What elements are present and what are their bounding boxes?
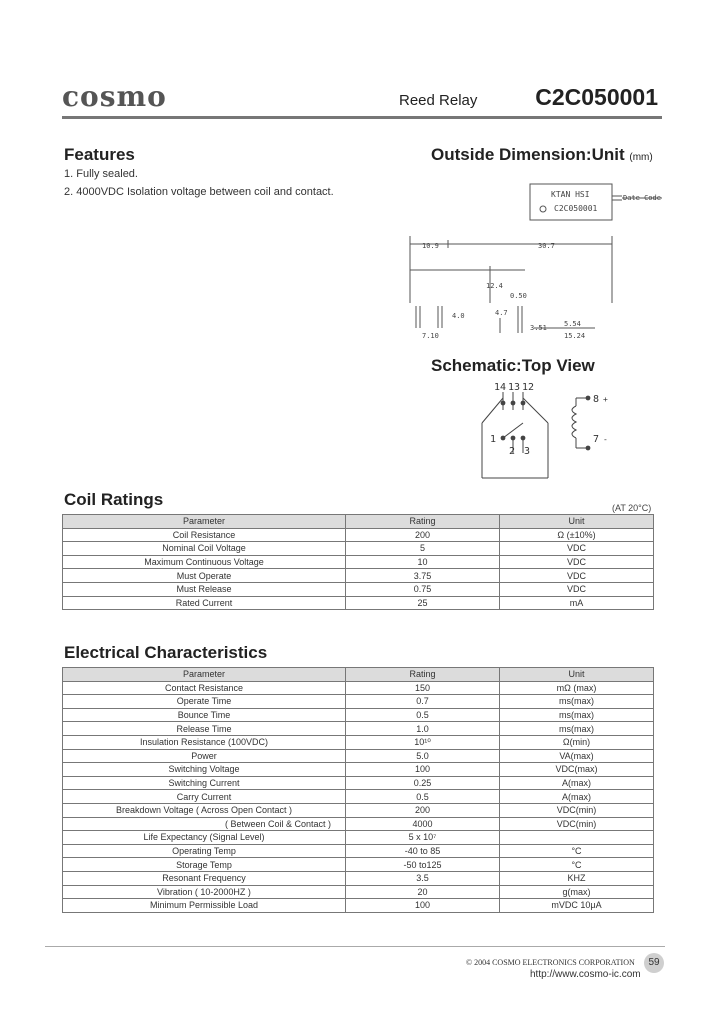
table-row (63, 790, 654, 804)
unit-cell: mA (500, 596, 654, 610)
unit-cell: °C (500, 858, 654, 872)
unit-cell: Ω (±10%) (500, 528, 654, 542)
table-row (63, 763, 654, 777)
feature-item: 1. Fully sealed. (64, 168, 138, 180)
coil-ratings-condition: (AT 20°C) (612, 503, 652, 513)
rating-cell: 200 (346, 803, 500, 817)
parameter-cell: ( Between Coil & Contact ) (63, 817, 346, 831)
parameter-cell: Contact Resistance (63, 681, 346, 695)
schematic-drawing (468, 378, 618, 488)
outside-dimension-drawing (400, 178, 670, 348)
rating-cell: 10¹⁰ (346, 735, 500, 749)
column-header: Unit (500, 668, 654, 682)
rating-cell: 4000 (346, 817, 500, 831)
table-row (63, 885, 654, 899)
column-header: Rating (346, 515, 500, 529)
table-row (63, 831, 654, 845)
table-row (63, 749, 654, 763)
footer-divider (45, 946, 665, 947)
feature-item: 2. 4000VDC Isolation voltage between coil and contact. (64, 186, 334, 198)
parameter-cell: Switching Current (63, 776, 346, 790)
parameter-cell: Operating Temp (63, 844, 346, 858)
pin-label: 2 (509, 446, 516, 457)
table-row (63, 528, 654, 542)
parameter-cell: Coil Resistance (63, 528, 346, 542)
parameter-cell: Switching Voltage (63, 763, 346, 777)
electrical-table (62, 667, 654, 913)
page-header (62, 78, 662, 118)
dim-label: 15.24 (564, 332, 586, 340)
unit-cell: VDC (500, 555, 654, 569)
parameter-cell: Nominal Coil Voltage (63, 542, 346, 556)
cosmo-logo: cosmo (62, 80, 167, 113)
rating-cell: 100 (346, 763, 500, 777)
rating-cell: 0.5 (346, 708, 500, 722)
table-row (63, 569, 654, 583)
unit-cell: ms(max) (500, 708, 654, 722)
parameter-cell: Minimum Permissible Load (63, 899, 346, 913)
column-header: Rating (346, 668, 500, 682)
parameter-cell: Maximum Continuous Voltage (63, 555, 346, 569)
rating-cell: 100 (346, 899, 500, 913)
table-row (63, 817, 654, 831)
parameter-cell: Vibration ( 10-2000HZ ) (63, 885, 346, 899)
unit-cell (500, 831, 654, 845)
parameter-cell: Breakdown Voltage ( Across Open Contact ) (63, 803, 346, 817)
dim-label: 5.54 (564, 320, 581, 328)
unit-cell: A(max) (500, 790, 654, 804)
outside-dimension-title-text: Outside Dimension:Unit (431, 145, 625, 164)
table-row (63, 803, 654, 817)
pin-label: 1 (490, 434, 497, 445)
header-divider (62, 116, 662, 119)
marking-line-2: C2C050001 (554, 204, 598, 213)
parameter-cell: Carry Current (63, 790, 346, 804)
table-row (63, 871, 654, 885)
table-row (63, 844, 654, 858)
table-row (63, 582, 654, 596)
pin-label: 8 (593, 394, 600, 405)
unit-cell: VDC (500, 542, 654, 556)
page-number: 59 (644, 953, 664, 973)
parameter-cell: Storage Temp (63, 858, 346, 872)
dim-label: 12.4 (486, 282, 503, 290)
electrical-title: Electrical Characteristics (64, 643, 268, 662)
parameter-cell: Must Release (63, 582, 346, 596)
rating-cell: 25 (346, 596, 500, 610)
unit-cell: mVDC 10μA (500, 899, 654, 913)
table-row (63, 542, 654, 556)
rating-cell: 200 (346, 528, 500, 542)
rating-cell: 0.5 (346, 790, 500, 804)
unit-cell: VDC(min) (500, 817, 654, 831)
rating-cell: -40 to 85 (346, 844, 500, 858)
outside-dimension-title (431, 145, 653, 165)
rating-cell: 3.5 (346, 871, 500, 885)
unit-cell: ms(max) (500, 722, 654, 736)
part-number: C2C050001 (535, 84, 658, 110)
unit-cell: VA(max) (500, 749, 654, 763)
parameter-cell: Bounce Time (63, 708, 346, 722)
pin-label: 14 (494, 382, 507, 393)
parameter-cell: Operate Time (63, 695, 346, 709)
unit-cell: VDC(min) (500, 803, 654, 817)
pin-label: 3 (524, 446, 531, 457)
table-row (63, 899, 654, 913)
parameter-cell: Must Operate (63, 569, 346, 583)
unit-label: (mm) (629, 152, 653, 163)
dim-label: 4.7 (495, 309, 508, 317)
copyright: © 2004 COSMO ELECTRONICS CORPORATION (466, 958, 635, 967)
polarity-label: - (603, 435, 608, 444)
rating-cell: 5.0 (346, 749, 500, 763)
table-header-row (63, 668, 654, 682)
table-row (63, 722, 654, 736)
table-row (63, 681, 654, 695)
rating-cell: 0.75 (346, 582, 500, 596)
table-row (63, 695, 654, 709)
rating-cell: 5 (346, 542, 500, 556)
table-row (63, 858, 654, 872)
coil-ratings-table (62, 514, 654, 610)
unit-cell: VDC (500, 569, 654, 583)
parameter-cell: Release Time (63, 722, 346, 736)
rating-cell: 5 x 10⁷ (346, 831, 500, 845)
parameter-cell: Insulation Resistance (100VDC) (63, 735, 346, 749)
unit-cell: VDC (500, 582, 654, 596)
product-type: Reed Relay (399, 92, 478, 109)
table-row (63, 735, 654, 749)
schematic-title: Schematic:Top View (431, 356, 595, 375)
unit-cell: KHZ (500, 871, 654, 885)
marking-line-1: KTAN HSI (551, 190, 590, 199)
parameter-cell: Resonant Frequency (63, 871, 346, 885)
unit-cell: A(max) (500, 776, 654, 790)
table-row (63, 708, 654, 722)
table-row (63, 776, 654, 790)
rating-cell: 0.7 (346, 695, 500, 709)
unit-cell: °C (500, 844, 654, 858)
dim-label: 30.7 (538, 242, 555, 250)
table-row (63, 596, 654, 610)
dim-label: 0.50 (510, 292, 527, 300)
pin-label: 12 (522, 382, 535, 393)
rating-cell: 150 (346, 681, 500, 695)
rating-cell: 10 (346, 555, 500, 569)
unit-cell: VDC(max) (500, 763, 654, 777)
dim-label: 7.10 (422, 332, 439, 340)
table-header-row (63, 515, 654, 529)
rating-cell: 3.75 (346, 569, 500, 583)
dim-label: 10.9 (422, 242, 439, 250)
pin-label: 7 (593, 434, 600, 445)
dim-label: 4.0 (452, 312, 465, 320)
unit-cell: Ω(min) (500, 735, 654, 749)
website-link[interactable]: http://www.cosmo-ic.com (530, 969, 641, 980)
dim-label: 3.51 (530, 324, 547, 332)
parameter-cell: Life Expectancy (Signal Level) (63, 831, 346, 845)
date-code-label: Date Code (623, 194, 661, 202)
rating-cell: -50 to125 (346, 858, 500, 872)
unit-cell: g(max) (500, 885, 654, 899)
table-row (63, 555, 654, 569)
rating-cell: 0.25 (346, 776, 500, 790)
column-header: Parameter (63, 668, 346, 682)
rating-cell: 20 (346, 885, 500, 899)
coil-ratings-title: Coil Ratings (64, 490, 164, 509)
unit-cell: mΩ (max) (500, 681, 654, 695)
column-header: Unit (500, 515, 654, 529)
unit-cell: ms(max) (500, 695, 654, 709)
polarity-label: + (603, 395, 608, 404)
parameter-cell: Rated Current (63, 596, 346, 610)
pin-label: 13 (508, 382, 521, 393)
features-title: Features (64, 145, 135, 164)
parameter-cell: Power (63, 749, 346, 763)
rating-cell: 1.0 (346, 722, 500, 736)
column-header: Parameter (63, 515, 346, 529)
